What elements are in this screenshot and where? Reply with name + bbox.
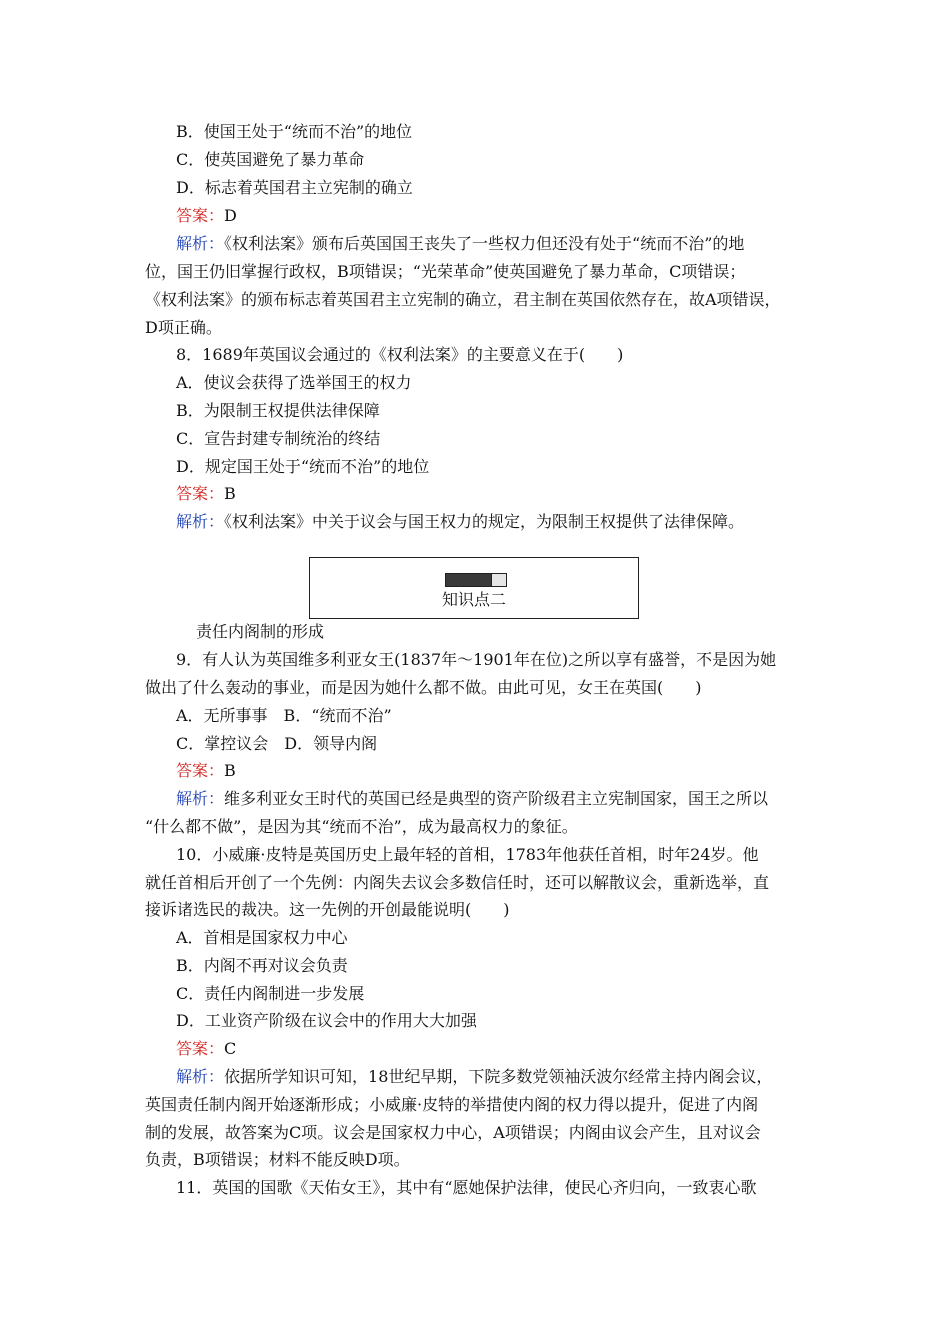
q9-answer: [176, 760, 236, 782]
section-header-box: [309, 557, 639, 619]
q11-stem: 11．英国的国歌《天佑女王》，其中有“愿她保护法律，使民心齐归向，一致衷心歌: [176, 1178, 757, 1197]
q7-analysis-line-4: D项正确。: [145, 318, 222, 337]
q7-analysis-line-1: 解析：《权利法案》颁布后英国国王丧失了一些权力但还没有处于“统而不治”的地: [176, 234, 745, 253]
answer-label: 答案：: [176, 206, 225, 225]
q8-answer: [176, 483, 236, 505]
analysis-label: 解析：: [176, 512, 225, 531]
section-subtitle: 责任内阁制的形成: [196, 622, 325, 641]
analysis-label: 解析：: [176, 1067, 225, 1086]
analysis-label: 解析：: [176, 234, 225, 253]
answer-label: 答案：: [176, 484, 225, 503]
q7-analysis-line-2: 位，国王仍旧掌握行政权，B项错误；“光荣革命”使英国避免了暴力革命，C项错误；: [145, 262, 746, 281]
q7-option-b: B．使国王处于“统而不治”的地位: [176, 122, 413, 141]
answer-label: 答案：: [176, 1039, 225, 1058]
q7-option-c: C．使英国避免了暴力革命: [176, 150, 365, 169]
q10-analysis-line-2: 英国责任制内阁开始逐渐形成；小威廉·皮特的举措使内阁的权力得以提升，促进了内阁: [145, 1095, 759, 1114]
q10-option-d: D．工业资产阶级在议会中的作用大大加强: [176, 1011, 477, 1030]
q9-stem-line-1: 9．有人认为英国维多利亚女王(1837年～1901年在位)之所以享有盛誉，不是因为她: [176, 650, 777, 669]
q8-option-d: D．规定国王处于“统而不治”的地位: [176, 457, 430, 476]
q10-analysis-line-3: 制的发展，故答案为C项。议会是国家权力中心，A项错误；内阁由议会产生，且对议会: [145, 1123, 761, 1142]
analysis-label: 解析：: [176, 789, 225, 808]
q9-analysis-line-1: 解析：维多利亚女王时代的英国已经是典型的资产阶级君主立宪制国家，国王之所以: [176, 789, 769, 808]
q10-option-c: C．责任内阁制进一步发展: [176, 984, 365, 1003]
q8-analysis: 解析：《权利法案》中关于议会与国王权力的规定，为限制王权提供了法律保障。: [176, 512, 745, 531]
q8-stem: 8．1689年英国议会通过的《权利法案》的主要意义在于( ): [176, 345, 624, 364]
q8-option-b: B．为限制王权提供法律保障: [176, 401, 380, 420]
section-badge-icon: [445, 573, 507, 587]
q10-analysis-line-4: 负责，B项错误；材料不能反映D项。: [145, 1150, 410, 1169]
answer-value: B: [224, 761, 236, 780]
answer-label: 答案：: [176, 761, 225, 780]
section-title: 知识点二: [441, 590, 506, 609]
q10-option-b: B．内阁不再对议会负责: [176, 956, 348, 975]
q9-analysis-line-2: “什么都不做”，是因为其“统而不治”，成为最高权力的象征。: [145, 817, 578, 836]
q10-analysis-line-1: 解析：依据所学知识可知，18世纪早期，下院多数党领袖沃波尔经常主持内阁会议，: [176, 1067, 773, 1086]
q10-stem-line-2: 就任首相后开创了一个先例：内阁失去议会多数信任时，还可以解散议会，重新选举，直: [145, 873, 770, 892]
q7-option-d: D．标志着英国君主立宪制的确立: [176, 178, 413, 197]
q7-answer: [176, 205, 237, 227]
answer-value: C: [224, 1039, 237, 1058]
q9-options-ab: A．无所事事 B．“统而不治”: [176, 706, 392, 725]
q9-stem-line-2: 做出了什么轰动的事业，而是因为她什么都不做。由此可见，女王在英国( ): [145, 678, 702, 697]
answer-value: B: [224, 484, 236, 503]
q10-option-a: A．首相是国家权力中心: [176, 928, 348, 947]
q10-stem-line-1: 10．小威廉·皮特是英国历史上最年轻的首相，1783年他获任首相，时年24岁。他: [176, 845, 759, 864]
q7-analysis-line-3: 《权利法案》的颁布标志着英国君主立宪制的确立，君主制在英国依然存在，故A项错误，: [145, 290, 781, 309]
q8-option-c: C．宣告封建专制统治的终结: [176, 429, 381, 448]
q8-option-a: A．使议会获得了选举国王的权力: [176, 373, 412, 392]
q9-options-cd: C．掌控议会 D．领导内阁: [176, 734, 378, 753]
q10-stem-line-3: 接诉诸选民的裁决。这一先例的开创最能说明( ): [145, 900, 510, 919]
answer-value: D: [224, 206, 237, 225]
q10-answer: [176, 1038, 236, 1060]
